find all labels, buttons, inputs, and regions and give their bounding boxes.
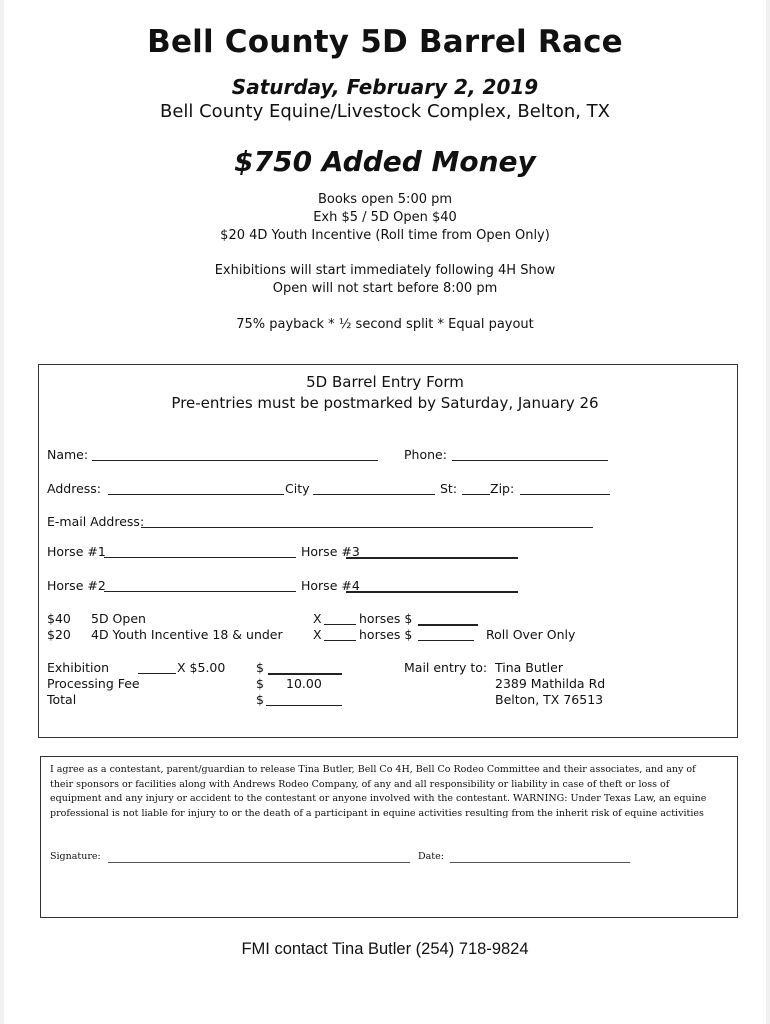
class-youth-horse-count-field[interactable]	[324, 640, 356, 641]
class-open-horses-label: horses $	[359, 611, 413, 626]
roll-over-note: Roll Over Only	[486, 627, 576, 642]
horse-2-label: Horse #2	[47, 578, 106, 593]
state-label: St:	[440, 481, 458, 496]
class-open-horse-count-field[interactable]	[324, 624, 356, 625]
event-venue: Bell County Equine/Livestock Complex, Belton, TX	[159, 101, 611, 122]
fmi-contact: FMI contact Tina Butler (254) 718-9824	[241, 940, 529, 958]
address-label: Address:	[47, 481, 101, 496]
zip-label: Zip:	[490, 481, 515, 496]
info-books-open: Books open 5:00 pm	[317, 192, 453, 207]
added-money: $750 Added Money	[234, 145, 536, 178]
entry-form	[38, 364, 738, 738]
exhibition-count-field[interactable]	[138, 673, 176, 674]
name-field[interactable]	[92, 460, 378, 461]
phone-label: Phone:	[404, 447, 447, 462]
total-label: Total	[47, 692, 77, 707]
info-open-start: Open will not start before 8:00 pm	[272, 281, 498, 296]
processing-fee-label: Processing Fee	[47, 676, 140, 691]
class-youth-horses-label: horses $	[359, 627, 413, 642]
class-youth-x-label: X	[313, 627, 322, 642]
signature-label: Signature:	[50, 851, 101, 862]
total-dollar-sign: $	[256, 692, 264, 707]
exhibition-amount-field[interactable]	[268, 673, 342, 675]
horse-3-field[interactable]	[346, 557, 518, 559]
mail-entry-name: Tina Butler	[495, 660, 563, 675]
horse-1-label: Horse #1	[47, 544, 106, 559]
mail-entry-street: 2389 Mathilda Rd	[495, 676, 606, 691]
name-label: Name:	[47, 447, 89, 462]
mail-entry-label: Mail entry to:	[404, 660, 488, 675]
total-amount-field[interactable]	[266, 705, 342, 706]
info-payback: 75% payback * ½ second split * Equal payout	[236, 317, 534, 332]
horse-2-field[interactable]	[104, 591, 296, 592]
event-date: Saturday, February 2, 2019	[231, 75, 539, 99]
class-open-name: 5D Open	[91, 611, 146, 626]
date-field[interactable]	[450, 862, 630, 863]
phone-field[interactable]	[452, 460, 608, 461]
horse-3-label: Horse #3	[301, 544, 360, 559]
class-youth-price: $20	[47, 627, 71, 642]
horse-4-field[interactable]	[346, 591, 518, 593]
class-open-price: $40	[47, 611, 71, 626]
processing-fee-dollar-sign: $	[256, 676, 264, 691]
signature-field[interactable]	[108, 862, 410, 863]
horse-4-label: Horse #4	[301, 578, 360, 593]
horse-1-field[interactable]	[104, 557, 296, 558]
exhibition-dollar-sign: $	[256, 660, 264, 675]
info-fees: Exh $5 / 5D Open $40	[313, 210, 457, 225]
city-field[interactable]	[313, 494, 435, 495]
email-label: E-mail Address:	[47, 514, 145, 529]
release-text: I agree as a contestant, parent/guardian to release Tina Butler, Bell Co 4H, Bell Co Rodeo Committee and their associates, and any of their sponsors or facilities along with Andrews Rodeo Company, of any and all responsibility or liability in case of theft or loss of equipment and any injury or accident to the contestant or anyone involved with the contestant. WARNING: Under Texas Law, an equine professional is not liable for injury to or the death of a participant in equine activities resulting from the inherit risk of equine activities	[50, 764, 707, 819]
date-label: Date:	[418, 851, 444, 862]
info-exhibitions: Exhibitions will start immediately following 4H Show	[214, 263, 556, 278]
class-open-x-label: X	[313, 611, 322, 626]
email-field[interactable]	[141, 527, 593, 528]
info-youth-incentive: $20 4D Youth Incentive (Roll time from Open Only)	[220, 228, 550, 243]
address-field[interactable]	[108, 494, 284, 495]
class-youth-amount-field[interactable]	[418, 640, 474, 641]
zip-field[interactable]	[520, 494, 610, 495]
entry-form-title: 5D Barrel Entry Form	[306, 373, 464, 391]
flyer-page	[4, 0, 766, 1024]
exhibition-multiplier: X $5.00	[177, 660, 226, 675]
processing-fee-amount: 10.00	[286, 676, 322, 691]
class-open-amount-field[interactable]	[418, 624, 478, 626]
state-field[interactable]	[462, 494, 490, 495]
event-title: Bell County 5D Barrel Race	[147, 24, 623, 60]
city-label: City	[285, 481, 310, 496]
exhibition-label: Exhibition	[47, 660, 110, 675]
mail-entry-city: Belton, TX 76513	[495, 692, 604, 707]
entry-form-deadline: Pre-entries must be postmarked by Saturday, January 26	[171, 394, 599, 412]
class-youth-name: 4D Youth Incentive 18 & under	[91, 627, 283, 642]
